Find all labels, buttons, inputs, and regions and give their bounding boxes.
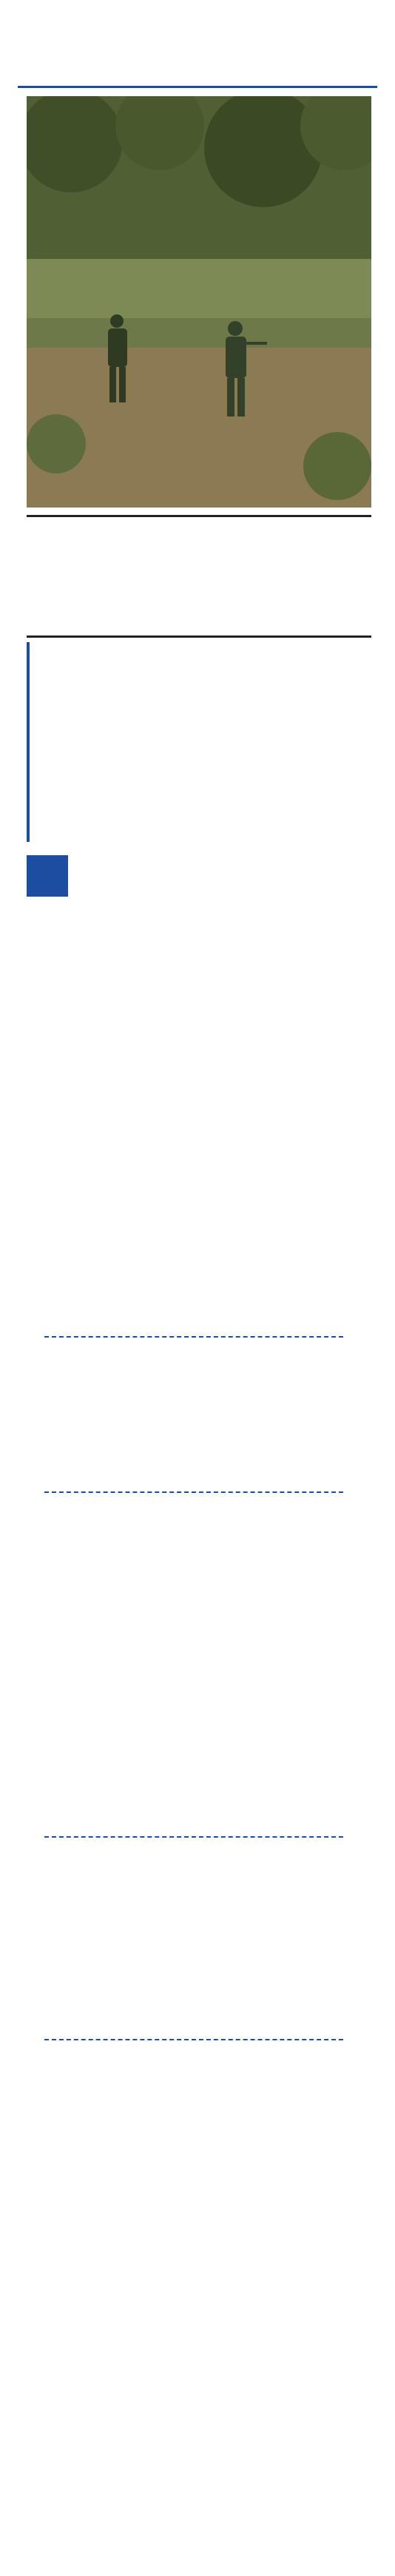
masthead-rule — [18, 86, 377, 88]
drop-cap — [27, 855, 68, 897]
article-deck — [27, 642, 374, 842]
pull-quote-2 — [44, 1836, 343, 2040]
body-column-1 — [27, 855, 371, 1178]
article-photo — [27, 96, 371, 508]
headline-band — [27, 515, 371, 638]
article-photo-graphic — [27, 96, 371, 508]
body-column-3 — [27, 1505, 371, 1821]
body-column-4 — [27, 2052, 371, 2465]
newspaper-masthead — [0, 0, 395, 93]
epaper-footer — [0, 2538, 395, 2576]
author-byline — [27, 2474, 371, 2508]
body-column-2 — [27, 1185, 371, 1327]
pull-quote-1 — [44, 1336, 343, 1493]
